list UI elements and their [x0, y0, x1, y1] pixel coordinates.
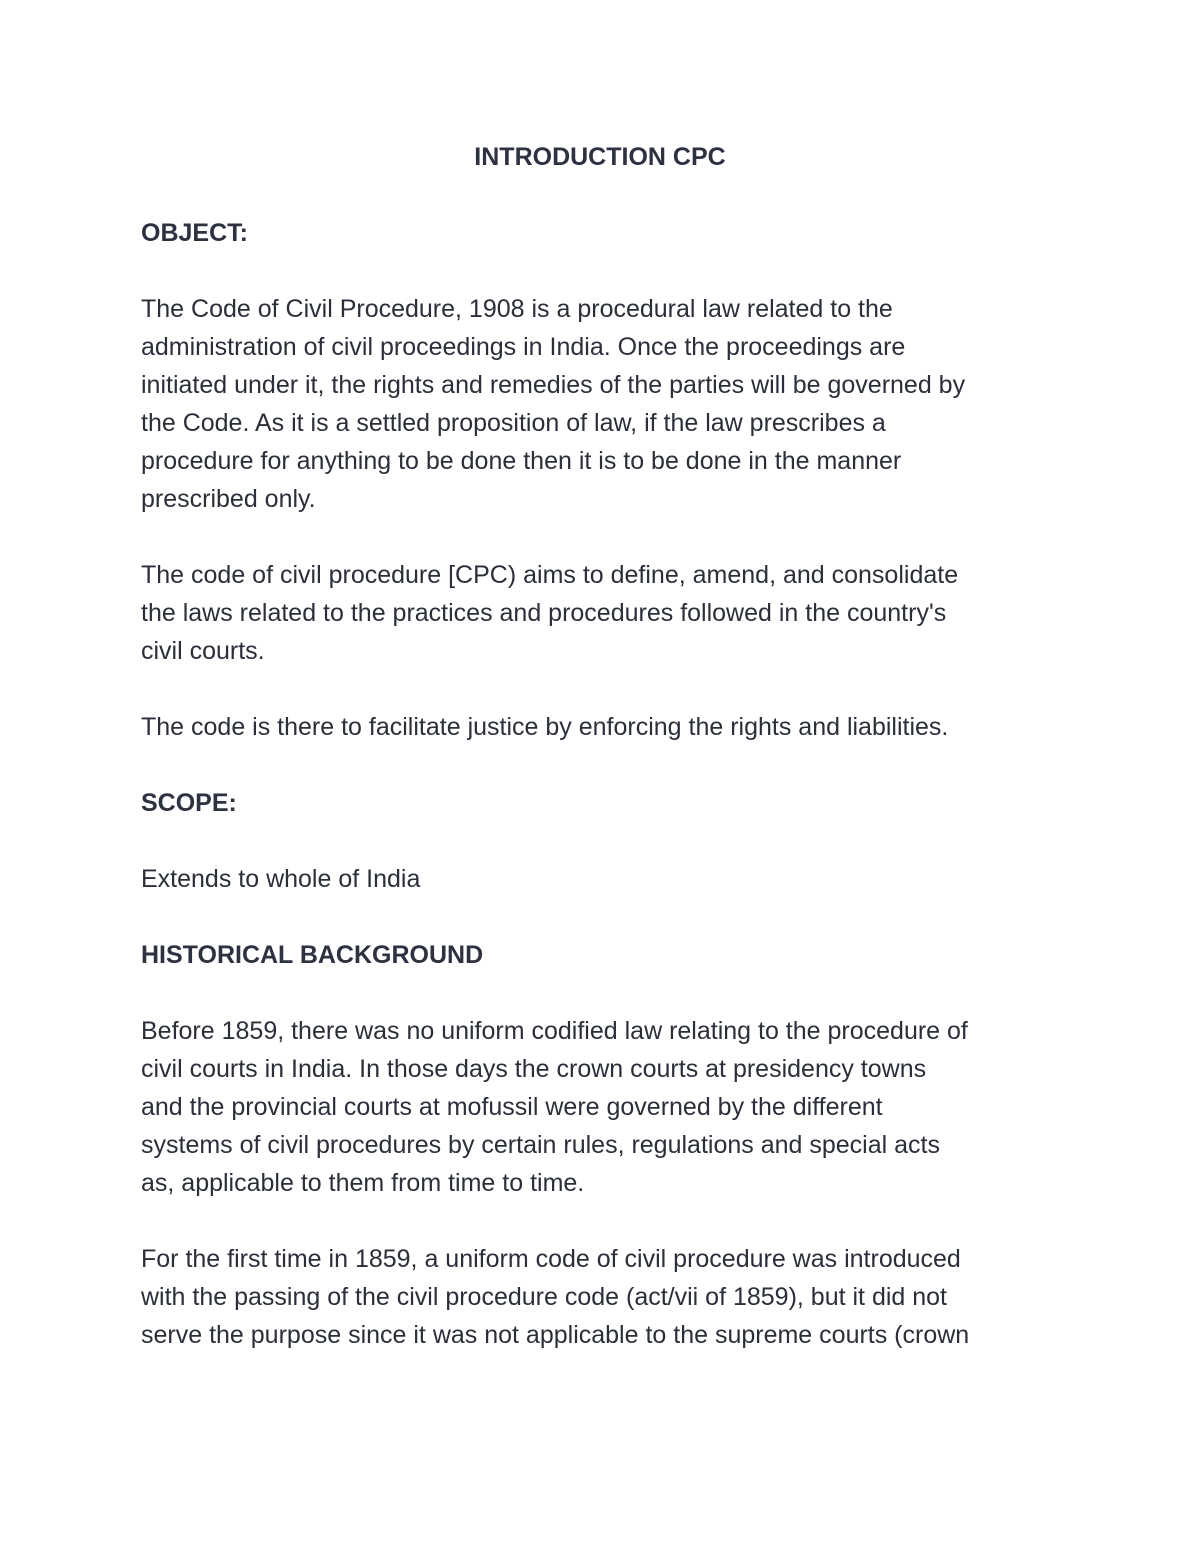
paragraph-scope-1	[141, 860, 1061, 898]
text-line: The Code of Civil Procedure, 1908 is a procedural law related to the	[141, 295, 893, 323]
text-line: Before 1859, there was no uniform codified law relating to the procedure of	[141, 1017, 968, 1045]
text-line: civil courts in India. In those days the crown courts at presidency towns	[141, 1055, 927, 1083]
text-line: civil courts.	[141, 637, 265, 665]
section-heading-object: OBJECT:	[141, 219, 248, 247]
section-heading-scope: SCOPE:	[141, 789, 237, 817]
text-line: administration of civil proceedings in India. Once the proceedings are	[141, 333, 906, 361]
text-line: the laws related to the practices and procedures followed in the country's	[141, 599, 947, 627]
text-line: with the passing of the civil procedure code (act/vii of 1859), but it did not	[141, 1283, 948, 1311]
section-heading-history: HISTORICAL BACKGROUND	[141, 941, 484, 969]
paragraph-history-2	[141, 1240, 1061, 1354]
paragraph-object-2	[141, 556, 1061, 670]
text-line: as, applicable to them from time to time.	[141, 1169, 585, 1197]
document-title: INTRODUCTION CPC	[474, 143, 726, 171]
text-line: and the provincial courts at mofussil were governed by the different	[141, 1093, 883, 1121]
text-line: procedure for anything to be done then it is to be done in the manner	[141, 447, 902, 475]
text-line: For the first time in 1859, a uniform code of civil procedure was introduced	[141, 1245, 961, 1273]
text-line: initiated under it, the rights and remedies of the parties will be governed by	[141, 371, 966, 399]
text-line: serve the purpose since it was not applicable to the supreme courts (crown	[141, 1321, 970, 1349]
paragraph-object-3	[141, 708, 1061, 746]
paragraph-object-1	[141, 290, 1061, 518]
text-line: Extends to whole of India	[141, 865, 421, 893]
text-line: systems of civil procedures by certain rules, regulations and special acts	[141, 1131, 940, 1159]
text-line: The code is there to facilitate justice by enforcing the rights and liabilities.	[141, 713, 949, 741]
document-content	[141, 138, 1061, 1392]
text-line: the Code. As it is a settled proposition of law, if the law prescribes a	[141, 409, 886, 437]
paragraph-history-1	[141, 1012, 1061, 1202]
text-line: The code of civil procedure [CPC) aims to define, amend, and consolidate	[141, 561, 959, 589]
text-line: prescribed only.	[141, 485, 316, 513]
